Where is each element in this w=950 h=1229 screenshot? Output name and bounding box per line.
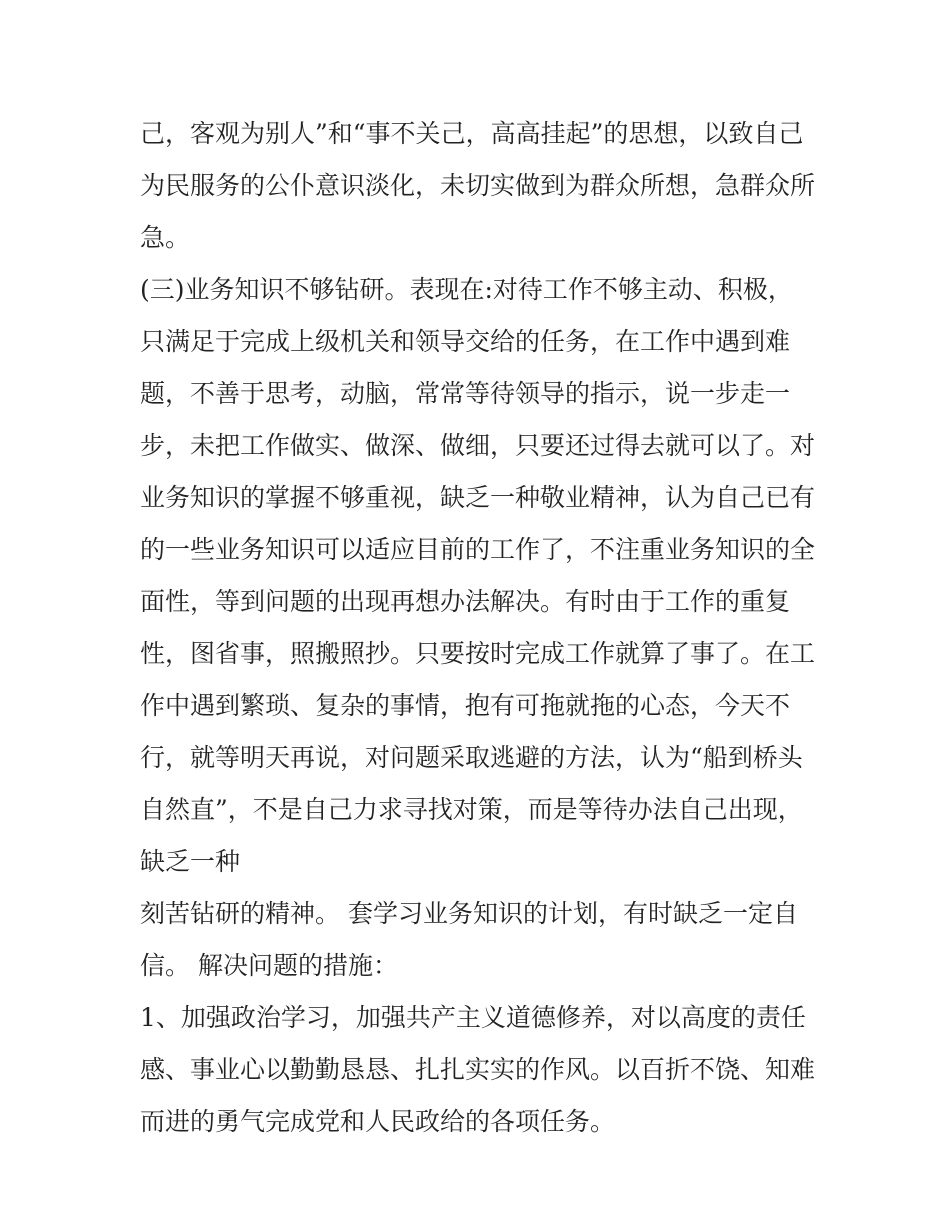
text-line: 只满足于完成上级机关和领导交给的任务，在工作中遇到难 <box>140 327 791 356</box>
text-line: 1、加强政治学习，加强共产主义道德修养，对以高度的责任 <box>140 1003 806 1032</box>
text-line: 急。 <box>140 223 191 252</box>
text-line: 行，就等明天再说，对问题采取逃避的方法，认为“船到桥头 <box>140 743 803 772</box>
text-line: 作中遇到繁琐、复杂的事情，抱有可拖就拖的心态，今天不 <box>140 691 791 720</box>
text-line: 缺乏一种 <box>140 847 241 876</box>
text-line: 业务知识的掌握不够重视，缺乏一种敬业精神，认为自己已有 <box>140 483 816 512</box>
text-line: 的一些业务知识可以适应目前的工作了，不注重业务知识的全 <box>140 535 816 564</box>
text-line: 为民服务的公仆意识淡化，未切实做到为群众所想，急群众所 <box>140 171 816 200</box>
body-text <box>140 108 830 1148</box>
text-line: 刻苦钻研的精神。 套学习业务知识的计划，有时缺乏一定自 <box>140 899 798 928</box>
text-line: 面性，等到问题的出现再想办法解决。有时由于工作的重复 <box>140 587 791 616</box>
text-line: 感、事业心以勤勤恳恳、扎扎实实的作风。以百折不饶、知难 <box>140 1055 816 1084</box>
text-line: 性，图省事，照搬照抄。只要按时完成工作就算了事了。在工 <box>140 639 816 668</box>
text-line: 题，不善于思考，动脑，常常等待领导的指示，说一步走一 <box>140 379 791 408</box>
text-line: (三)业务知识不够钻研。表现在:对待工作不够主动、积极， <box>140 275 793 304</box>
text-line: 己，客观为别人”和“事不关己，高高挂起”的思想，以致自己 <box>140 119 804 148</box>
text-line: 步，未把工作做实、做深、做细，只要还过得去就可以了。对 <box>140 431 816 460</box>
text-line: 而进的勇气完成党和人民政给的各项任务。 <box>140 1107 616 1136</box>
text-line: 自然直”，不是自己力求寻找对策，而是等待办法自己出现， <box>140 795 803 824</box>
text-line: 信。 解决问题的措施： <box>140 951 398 980</box>
